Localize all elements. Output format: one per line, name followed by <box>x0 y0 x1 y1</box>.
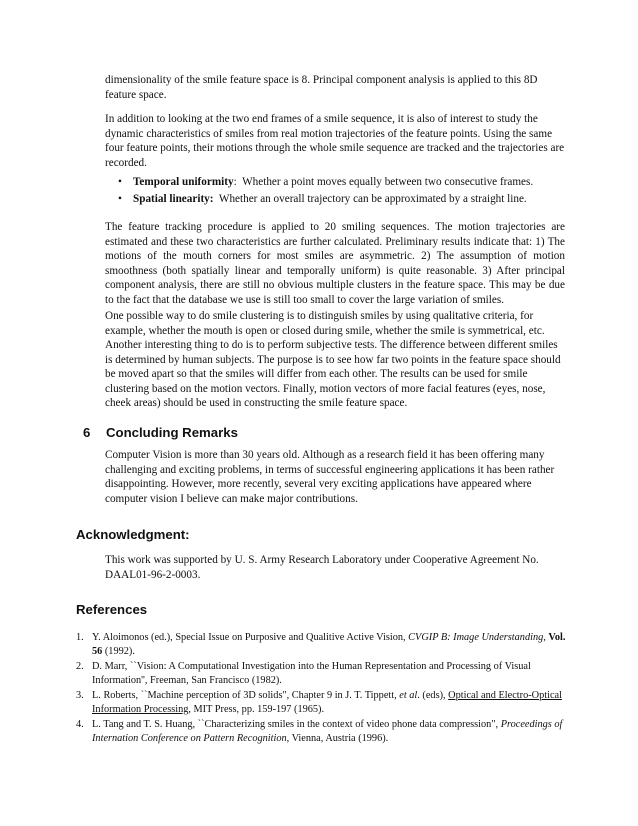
reference-text: , <box>543 632 549 643</box>
paragraph-intro: dimensionality of the smile feature space is 8. Principal component analysis is applied to this 8D feature space. <box>105 74 538 101</box>
paragraph-smile-clustering: One possible way to do smile clustering is to distinguish smiles by using qualitative criteria, for example, whether the mouth is open or closed during smile, whether the smile is symmetrical, etc. Another interesting thing to do is to perform subjective tests. The difference between different smiles is determined by human subjects. The purpose is to see how far two points in the feature space should be moved apart so that the smiles will differ from each other. The results can be used for smile clustering based on the motion vectors. Finally, motion vectors of more facial features (eyes, nose, cheek areas) should be used in constructing the smile feature space. <box>105 310 561 409</box>
reference-proceedings: Proceedings of Internation Conference on Pattern Recognition <box>92 719 563 744</box>
reference-text: , MIT Press, pp. 159-197 (1965). <box>188 703 325 715</box>
bullet-text: Whether a point moves equally between two consecutive frames. <box>236 176 534 188</box>
reference-item-1 <box>76 631 566 658</box>
reference-number: 1. <box>76 632 84 643</box>
reference-item-3 <box>76 689 566 716</box>
reference-number: 4. <box>76 719 84 730</box>
bullet-marker: • <box>118 176 122 188</box>
reference-item-4 <box>76 718 566 745</box>
reference-book-title: Optical and Electro-Optical Information Processing <box>92 690 562 715</box>
paragraph-conclusion: Computer Vision is more than 30 years old. Although as a research field it has been offering many challenging and exciting problems, in terms of successful engineering applications it has been rather disappointing. However, more recently, several very exciting applications have appeared where computer vision I believe can make major contributions. <box>105 449 555 505</box>
bullet-term: Spatial linearity: <box>133 193 214 205</box>
paragraph-dynamic-characteristics: In addition to looking at the two end frames of a smile sequence, it is also of interest to study the dynamic characteristics of smiles from real motion trajectories of the feature points. Using the same four feature points, their motions through the whole smile sequence are tracked and the trajectories are recorded. <box>105 113 565 169</box>
bullet-separator: : <box>233 176 237 188</box>
reference-text: L. Tang and T. S. Huang, ``Characterizing smiles in the context of video phone data compression", <box>92 719 501 730</box>
reference-text: (1992). <box>102 645 135 657</box>
reference-et-al: et al <box>399 690 418 701</box>
reference-journal: CVGIP B: Image Understanding <box>408 632 544 643</box>
reference-number: 3. <box>76 690 84 701</box>
references-heading: References <box>76 602 148 617</box>
section-6-number: 6 <box>83 425 91 440</box>
bullet-marker: • <box>118 193 122 205</box>
reference-item-2 <box>76 660 566 687</box>
reference-text: . (eds), <box>417 690 449 701</box>
section-6-title: Concluding Remarks <box>106 425 238 440</box>
paragraph-feature-tracking: The feature tracking procedure is applied to 20 smiling sequences. The motion trajectories are estimated and these two characteristics are further calculated. Preliminary results indicate that: 1) The motions of the mouth corners for most smiles are asymmetric. 2) The assumption of motion smoothness (both spatially linear and temporally uniform) is quite reasonable. 3) After principal component analysis, there are still no obvious multiple clusters in the feature space. This may be due to the fact that the database we use is still too small to cover the large variation of smiles. <box>105 221 565 306</box>
bullet-text: Whether an overall trajectory can be approximated by a straight line. <box>213 193 527 205</box>
reference-text: , Vienna, Austria (1996). <box>286 732 389 744</box>
acknowledgment-heading: Acknowledgment: <box>76 527 190 542</box>
reference-number: 2. <box>76 661 84 672</box>
reference-text: L. Roberts, ``Machine perception of 3D solids", Chapter 9 in J. T. Tippett, <box>92 690 400 701</box>
reference-volume: Vol. 56 <box>92 632 566 657</box>
reference-text: Y. Aloimonos (ed.), Special Issue on Purposive and Qualitive Active Vision, <box>92 632 409 643</box>
reference-text: D. Marr, ``Vision: A Computational Investigation into the Human Representation and Processing of Visual Information'', Freeman, San Francisco (1982). <box>92 661 531 686</box>
bullet-term: Temporal uniformity <box>133 176 234 188</box>
paragraph-acknowledgment: This work was supported by U. S. Army Research Laboratory under Cooperative Agreement No. DAAL01-96-2-0003. <box>105 554 539 581</box>
